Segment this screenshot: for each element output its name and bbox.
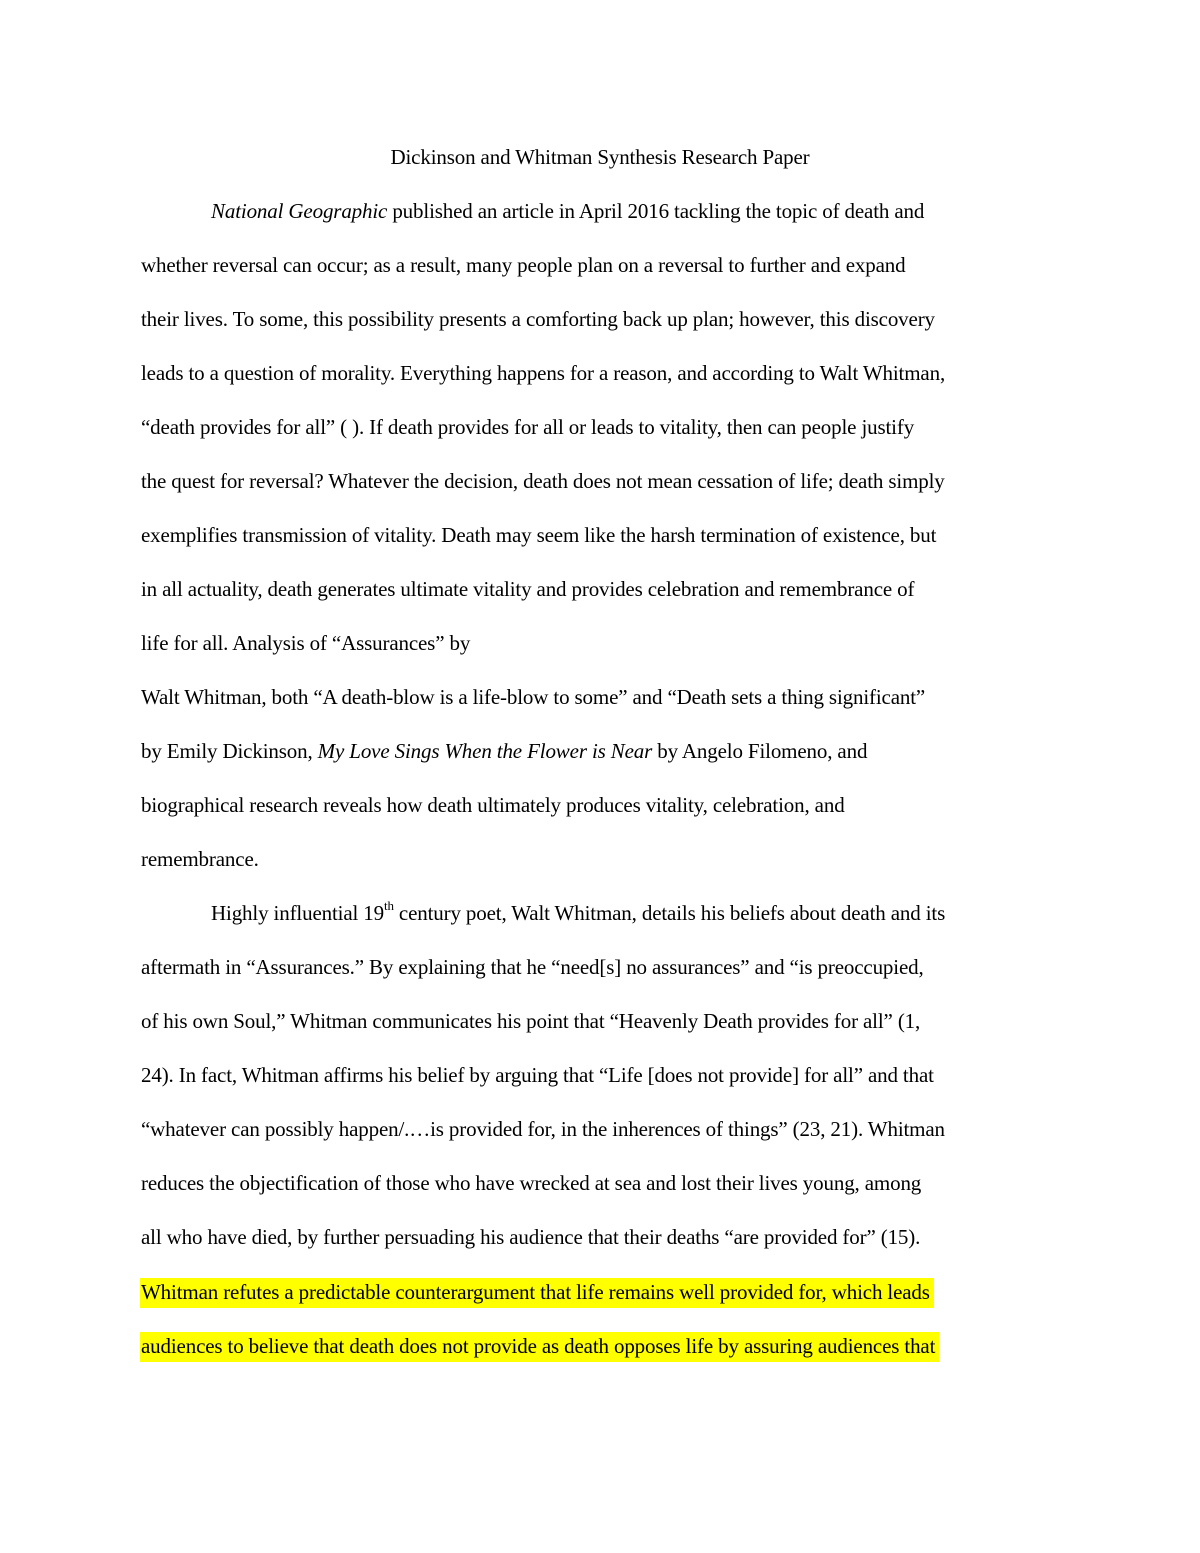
paragraph-1-line-1 — [211, 195, 1081, 227]
highlighted-text: Whitman refutes a predictable counterargument that life remains well provided for, which leads — [140, 1278, 934, 1308]
paragraph-1-line-5: “death provides for all” ( ). If death provides for all or leads to vitality, then can people justify — [141, 415, 915, 439]
text-span: Highly influential 19 — [211, 901, 384, 925]
paragraph-2-line-3: of his own Soul,” Whitman communicates his point that “Heavenly Death provides for all” (1, — [141, 1009, 921, 1033]
text-span: by Angelo Filomeno, and — [652, 739, 868, 763]
paragraph-2-line-4: 24). In fact, Whitman affirms his belief by arguing that “Life [does not provide] for all” and that — [141, 1063, 934, 1087]
paragraph-2-line-9 — [141, 1330, 1081, 1362]
paragraph-2-line-8 — [141, 1276, 1081, 1308]
paragraph-1-line-4: leads to a question of morality. Everything happens for a reason, and according to Walt Whitman, — [141, 361, 946, 385]
paragraph-1-line-12: biographical research reveals how death ultimately produces vitality, celebration, and — [141, 793, 845, 817]
paragraph-1-line-10: Walt Whitman, both “A death-blow is a life-blow to some” and “Death sets a thing significant” — [141, 685, 926, 709]
paragraph-2-line-7: all who have died, by further persuading his audience that their deaths “are provided for” (15). — [141, 1225, 921, 1249]
paragraph-1-line-9: life for all. Analysis of “Assurances” by — [141, 631, 471, 655]
paragraph-2-line-5: “whatever can possibly happen/.…is provided for, in the inherences of things” (23, 21). Whitman — [141, 1117, 945, 1141]
paragraph-1-line-13: remembrance. — [141, 847, 259, 871]
paragraph-1-line-7: exemplifies transmission of vitality. Death may seem like the harsh termination of existence, but — [141, 523, 937, 547]
text-span: century poet, Walt Whitman, details his beliefs about death and its — [393, 901, 946, 925]
text-span: published an article in April 2016 tackling the topic of death and — [387, 199, 925, 223]
paragraph-2-line-1 — [211, 897, 1081, 929]
superscript: th — [384, 898, 394, 913]
italic-text: My Love Sings When the Flower is Near — [317, 739, 653, 763]
paragraph-2-line-2: aftermath in “Assurances.” By explaining that he “need[s] no assurances” and “is preoccupied, — [141, 955, 924, 979]
paragraph-1-line-11 — [141, 735, 1081, 767]
highlighted-text: audiences to believe that death does not provide as death opposes life by assuring audiences that — [140, 1332, 939, 1362]
paragraph-1-line-2: whether reversal can occur; as a result, many people plan on a reversal to further and expand — [141, 253, 906, 277]
paragraph-1-line-6: the quest for reversal? Whatever the decision, death does not mean cessation of life; death simply — [141, 469, 945, 493]
text-span: by Emily Dickinson, — [141, 739, 318, 763]
paragraph-2-line-6: reduces the objectification of those who have wrecked at sea and lost their lives young, among — [141, 1171, 922, 1195]
italic-text: National Geographic — [211, 199, 388, 223]
paragraph-1-line-8: in all actuality, death generates ultimate vitality and provides celebration and remembrance of — [141, 577, 915, 601]
paper-title: Dickinson and Whitman Synthesis Research Paper — [390, 145, 810, 169]
paragraph-1-line-3: their lives. To some, this possibility presents a comforting back up plan; however, this discovery — [141, 307, 935, 331]
